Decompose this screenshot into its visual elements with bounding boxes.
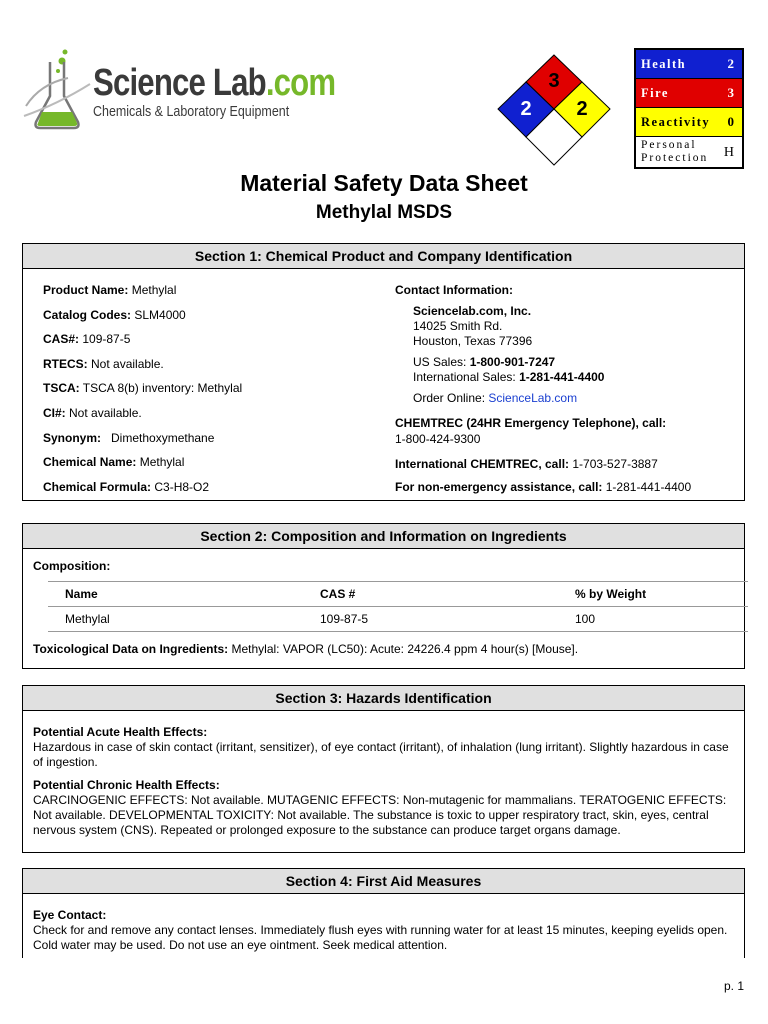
section-heading: Section 1: Chemical Product and Company Identification <box>23 244 744 269</box>
hazard-row-reactivity <box>636 108 742 137</box>
composition-label: Composition: <box>33 559 111 573</box>
contact-label: Contact Information: <box>395 283 513 297</box>
toxicological-data: Toxicological Data on Ingredients: Methylal: VAPOR (LC50): Acute: 24226.4 ppm 4 hour(s) [Mouse]. <box>33 642 579 656</box>
order-online: Order Online: ScienceLab.com <box>413 391 578 405</box>
acute-effects-text: Hazardous in case of skin contact (irritant, sensitizer), of eye contact (irritant), of inhalation (lung irritant). Slightly hazardous in case of ingestion. <box>33 740 729 769</box>
hazard-rating-table <box>634 48 744 169</box>
hazard-value: 2 <box>727 56 734 71</box>
composition-table <box>48 581 748 632</box>
field-chemical-name: Chemical Name: Methylal <box>43 455 185 469</box>
hazard-row-health <box>636 50 742 79</box>
page-subtitle: Methylal MSDS <box>315 202 453 223</box>
chemtrec-label: CHEMTREC (24HR Emergency Telephone), call: <box>395 416 667 430</box>
order-online-link[interactable]: ScienceLab.com <box>488 391 578 405</box>
column-header: CAS # <box>320 587 356 601</box>
acute-effects-label: Potential Acute Health Effects: <box>33 725 208 739</box>
intl-chemtrec: International CHEMTREC, call: 1-703-527-3887 <box>395 457 658 471</box>
page-title: Material Safety Data Sheet <box>240 170 528 196</box>
column-header: Name <box>65 587 98 601</box>
international-sales: International Sales: 1-281-441-4400 <box>413 370 605 384</box>
hazard-value: H <box>723 144 734 160</box>
company-name: Sciencelab.com, Inc. <box>413 304 532 318</box>
nfpa-reactivity-value: 2 <box>576 98 588 120</box>
field-product-name: Product Name: Methylal <box>43 283 177 297</box>
section-1 <box>22 243 745 501</box>
nfpa-health-value: 2 <box>520 98 532 120</box>
eye-contact-text: Check for and remove any contact lenses. Immediately flush eyes with running water for at least 15 minutes, keeping eyelids open. Cold water may be used. Do not use an eye ointment. Seek medical attention. <box>33 923 728 952</box>
field-tsca: TSCA: TSCA 8(b) inventory: Methylal <box>43 381 243 395</box>
field-ci: CI#: Not available. <box>43 406 142 420</box>
company-address-line1: 14025 Smith Rd. <box>413 319 503 333</box>
page-number: p. 1 <box>723 979 744 993</box>
table-cell: 109-87-5 <box>320 612 369 626</box>
hazard-label: Reactivity <box>641 114 711 129</box>
bubble-icon <box>56 69 60 73</box>
bubble-icon <box>63 50 68 55</box>
chronic-effects-label: Potential Chronic Health Effects: <box>33 778 220 792</box>
section-4 <box>22 868 745 958</box>
field-synonym: Synonym: Dimethoxymethane <box>43 431 215 445</box>
hazard-row-fire <box>636 79 742 108</box>
section-2 <box>22 523 745 669</box>
table-header-row <box>48 582 748 607</box>
hazard-label: Personal Protection <box>641 139 709 164</box>
eye-contact-label: Eye Contact: <box>33 908 107 922</box>
field-cas: CAS#: 109-87-5 <box>43 332 131 346</box>
section-heading: Section 3: Hazards Identification <box>23 686 744 711</box>
nfpa-fire-value: 3 <box>548 70 560 92</box>
section-3 <box>22 685 745 853</box>
hazard-label: Health <box>641 56 687 71</box>
logo-tagline: Chemicals & Laboratory Equipment <box>93 104 290 120</box>
company-address-line2: Houston, Texas 77396 <box>413 334 533 348</box>
hazard-value: 0 <box>727 114 734 129</box>
chronic-effects-text: CARCINOGENIC EFFECTS: Not available. MUTAGENIC EFFECTS: Non-mutagenic for mammalians. TERATOGENIC EFFECTS: Not available. DEVELOPMENTAL TOXICITY: Not available. The substance is toxic to upper respiratory tract, skin, eyes, central nervous system (CNS). Repeated or prolonged exposure to the substance can produce target organs damage. <box>33 793 727 837</box>
table-cell: Methylal <box>65 612 110 626</box>
field-chemical-formula: Chemical Formula: C3-H8-O2 <box>43 480 210 494</box>
nfpa-diamond <box>496 54 612 166</box>
logo-wordmark: Science Lab.com <box>93 62 336 104</box>
column-header: % by Weight <box>575 587 647 601</box>
hazard-label: Fire <box>641 85 669 100</box>
table-row <box>48 607 748 632</box>
section-heading: Section 4: First Aid Measures <box>23 869 744 894</box>
us-sales: US Sales: 1-800-901-7247 <box>413 355 556 369</box>
chemtrec-number: 1-800-424-9300 <box>395 432 481 446</box>
field-rtecs: RTECS: Not available. <box>43 357 164 371</box>
non-emergency-assistance: For non-emergency assistance, call: 1-281-441-4400 <box>395 480 692 494</box>
section-heading: Section 2: Composition and Information on Ingredients <box>23 524 744 549</box>
hazard-value: 3 <box>727 85 734 100</box>
hazard-row-personal-protection <box>636 137 742 167</box>
table-cell: 100 <box>575 612 596 626</box>
field-catalog-codes: Catalog Codes: SLM4000 <box>43 308 186 322</box>
